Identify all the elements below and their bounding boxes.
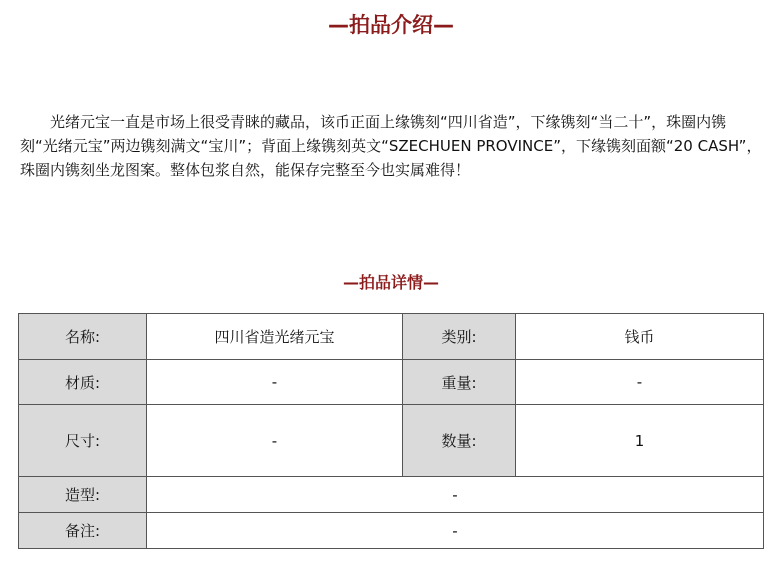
table-row — [19, 405, 764, 477]
shape-value: - — [147, 477, 764, 513]
category-label: 类别: — [403, 314, 516, 360]
table-row — [19, 477, 764, 513]
details-heading: —拍品详情— — [342, 273, 439, 292]
material-value: - — [147, 360, 403, 405]
shape-label: 造型: — [19, 477, 147, 513]
name-value: 四川省造光绪元宝 — [147, 314, 403, 360]
quantity-value: 1 — [516, 405, 764, 477]
table-row — [19, 314, 764, 360]
remarks-label: 备注: — [19, 513, 147, 549]
weight-value: - — [516, 360, 764, 405]
details-table — [18, 313, 764, 549]
category-value: 钱币 — [516, 314, 764, 360]
intro-heading: —拍品介绍— — [328, 13, 454, 37]
intro-paragraph: 光绪元宝一直是市场上很受青睐的藏品，该币正面上缘镌刻“四川省造”，下缘镌刻“当二十”，珠圈内镌刻“光绪元宝”两边镌刻满文“宝川”；背面上缘镌刻英文“SZECHUEN PROVINCE”，下缘镌刻面额“20 CASH”，珠圈内镌刻坐龙图案。整体包浆自然，能保存完整至今也实属难得！ — [20, 113, 762, 179]
name-label: 名称: — [19, 314, 147, 360]
size-label: 尺寸: — [19, 405, 147, 477]
table-row — [19, 360, 764, 405]
quantity-label: 数量: — [403, 405, 516, 477]
table-row — [19, 513, 764, 549]
size-value: - — [147, 405, 403, 477]
weight-label: 重量: — [403, 360, 516, 405]
material-label: 材质: — [19, 360, 147, 405]
remarks-value: - — [147, 513, 764, 549]
